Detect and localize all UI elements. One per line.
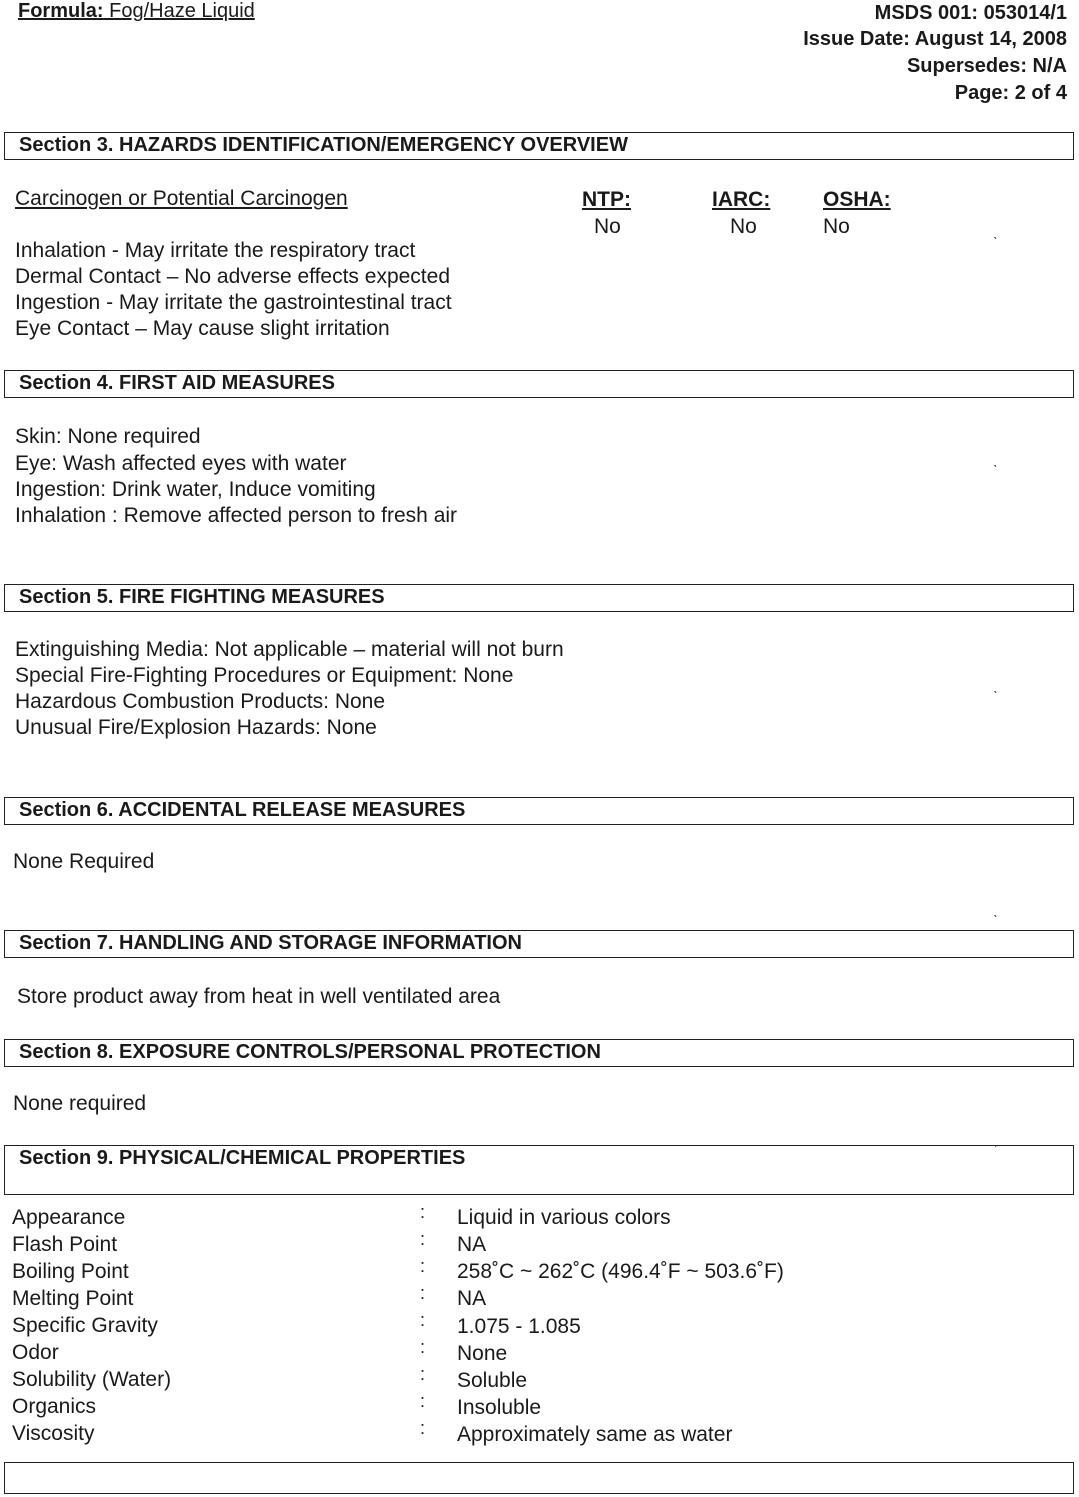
hazard-line: Eye Contact – May cause slight irritation — [15, 317, 390, 340]
property-value: Soluble — [457, 1369, 528, 1392]
fire-line: Unusual Fire/Explosion Hazards: None — [15, 716, 377, 739]
property-separator: : — [420, 1391, 426, 1411]
hazard-line: Dermal Contact – No adverse effects expected — [15, 265, 451, 288]
fire-line: Extinguishing Media: Not applicable – material will not burn — [15, 638, 564, 661]
fire-line: Special Fire-Fighting Procedures or Equipment: None — [15, 664, 514, 687]
property-separator: : — [420, 1229, 426, 1249]
property-value: NA — [457, 1287, 487, 1310]
section7-title: Section 7. HANDLING AND STORAGE INFORMATION — [19, 932, 522, 954]
ntp-header: NTP: — [582, 188, 631, 211]
section9-title: Section 9. PHYSICAL/CHEMICAL PROPERTIES — [19, 1147, 466, 1169]
section8-title: Section 8. EXPOSURE CONTROLS/PERSONAL PROTECTION — [19, 1041, 601, 1063]
property-name: Solubility (Water) — [12, 1368, 172, 1391]
section5-title: Section 5. FIRE FIGHTING MEASURES — [19, 586, 385, 608]
property-separator: : — [420, 1418, 426, 1438]
exposure-text: None required — [13, 1092, 147, 1115]
section3-header-box — [4, 132, 1074, 160]
property-separator: : — [420, 1337, 426, 1357]
property-value: None — [457, 1342, 508, 1365]
msds-number: MSDS 001: 053014/1 — [874, 2, 1067, 24]
formula-line — [18, 0, 255, 23]
property-name: Viscosity — [12, 1422, 95, 1445]
hazard-line: Inhalation - May irritate the respiratory tract — [15, 239, 416, 262]
property-name: Organics — [12, 1395, 97, 1418]
footer-box — [4, 1462, 1074, 1494]
first-aid-line: Ingestion: Drink water, Induce vomiting — [15, 478, 376, 501]
section4-title: Section 4. FIRST AID MEASURES — [19, 372, 335, 394]
scan-mark: ˋ — [993, 1142, 998, 1158]
section4-header-box — [4, 370, 1074, 398]
section3-title: Section 3. HAZARDS IDENTIFICATION/EMERGENCY OVERVIEW — [19, 134, 628, 156]
section7-header-box — [4, 930, 1074, 958]
property-value: NA — [457, 1233, 487, 1256]
section5-header-box — [4, 584, 1074, 612]
scan-mark: ˋ — [993, 912, 998, 928]
property-value: 258˚C ~ 262˚C (496.4˚F ~ 503.6˚F) — [457, 1260, 784, 1283]
osha-value: No — [823, 215, 850, 238]
osha-header: OSHA: — [823, 188, 891, 211]
property-separator: : — [420, 1364, 426, 1384]
hazard-line: Ingestion - May irritate the gastrointestinal tract — [15, 291, 452, 314]
section8-header-box — [4, 1039, 1074, 1067]
scan-mark: ˋ — [993, 688, 998, 704]
ntp-value: No — [594, 215, 621, 238]
property-name: Specific Gravity — [12, 1314, 158, 1337]
first-aid-line: Skin: None required — [15, 425, 201, 448]
iarc-header: IARC: — [712, 188, 771, 211]
section6-title: Section 6. ACCIDENTAL RELEASE MEASURES — [19, 799, 466, 821]
property-value: Liquid in various colors — [457, 1206, 671, 1229]
section6-header-box — [4, 797, 1074, 825]
property-name: Appearance — [12, 1206, 126, 1229]
property-value: Approximately same as water — [457, 1423, 733, 1446]
property-value: 1.075 - 1.085 — [457, 1315, 581, 1338]
first-aid-line: Inhalation : Remove affected person to fresh air — [15, 504, 458, 527]
property-separator: : — [420, 1283, 426, 1303]
storage-text: Store product away from heat in well ventilated area — [17, 985, 501, 1008]
carcinogen-label: Carcinogen or Potential Carcinogen — [15, 187, 348, 210]
first-aid-line: Eye: Wash affected eyes with water — [15, 452, 347, 475]
property-name: Flash Point — [12, 1233, 118, 1256]
property-value: Insoluble — [457, 1396, 542, 1419]
page-number: Page: 2 of 4 — [954, 82, 1067, 104]
release-text: None Required — [13, 850, 155, 873]
property-separator: : — [420, 1202, 426, 1222]
issue-date: Issue Date: August 14, 2008 — [803, 28, 1067, 50]
property-name: Melting Point — [12, 1287, 134, 1310]
section9-header-box — [4, 1145, 1074, 1195]
property-name: Boiling Point — [12, 1260, 129, 1283]
scan-mark: ˋ — [993, 462, 998, 478]
scan-mark: ˋ — [993, 234, 998, 250]
property-name: Odor — [12, 1341, 59, 1364]
property-separator: : — [420, 1310, 426, 1330]
property-separator: : — [420, 1256, 426, 1276]
fire-line: Hazardous Combustion Products: None — [15, 690, 386, 713]
formula-value: Fog/Haze Liquid — [103, 0, 255, 22]
iarc-value: No — [730, 215, 757, 238]
formula-label: Formula: — [18, 0, 104, 22]
supersedes: Supersedes: N/A — [906, 55, 1067, 77]
